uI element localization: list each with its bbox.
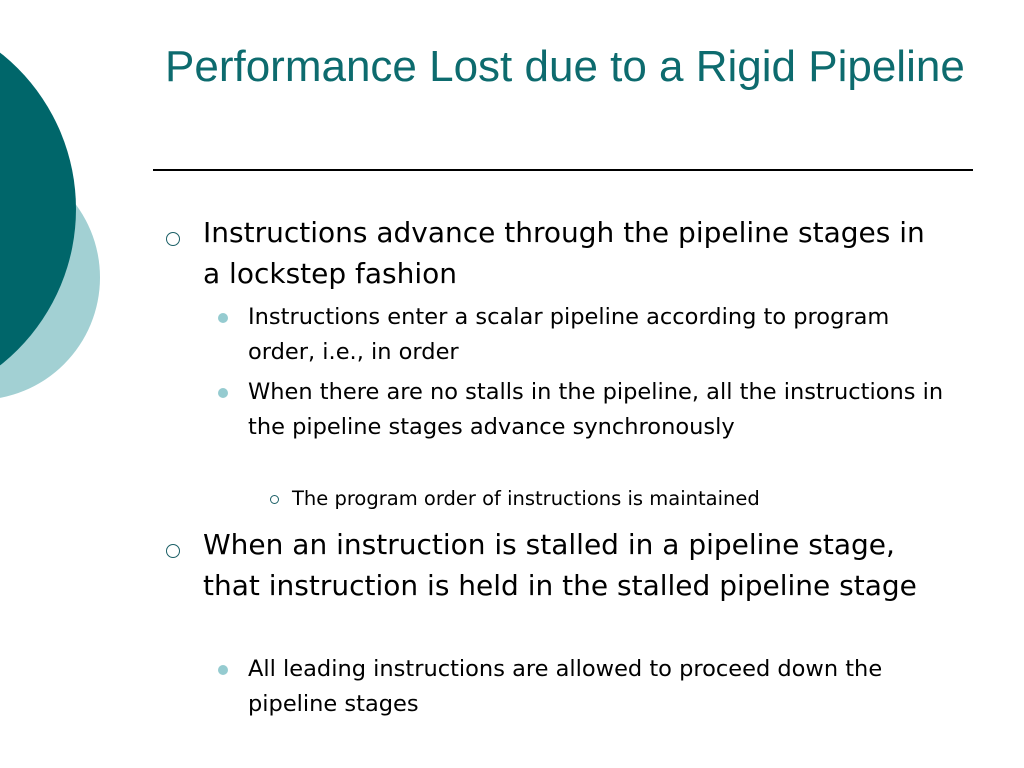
sub-bullet-text: Instructions enter a scalar pipeline according to program order, i.e., in order bbox=[248, 304, 890, 365]
sub-bullet-text: All leading instructions are allowed to proceed down the pipeline stages bbox=[248, 656, 883, 717]
filled-dot-bullet-icon bbox=[218, 313, 228, 323]
slide-title: Performance Lost due to a Rigid Pipeline bbox=[165, 42, 965, 91]
hollow-circle-bullet-icon bbox=[166, 232, 180, 246]
sub-sub-bullet-text: The program order of instructions is maintained bbox=[292, 487, 760, 510]
bullet-text: When an instruction is stalled in a pipeline stage, that instruction is held in the stalled pipeline stage bbox=[203, 528, 917, 602]
sub-bullet-text: When there are no stalls in the pipeline, all the instructions in the pipeline stages advance synchronously bbox=[248, 379, 944, 440]
hollow-circle-bullet-icon bbox=[270, 495, 279, 504]
bullet-text: Instructions advance through the pipeline stages in a lockstep fashion bbox=[203, 216, 925, 290]
filled-dot-bullet-icon bbox=[218, 388, 228, 398]
title-divider bbox=[153, 169, 973, 171]
filled-dot-bullet-icon bbox=[218, 665, 228, 675]
hollow-circle-bullet-icon bbox=[166, 544, 180, 558]
